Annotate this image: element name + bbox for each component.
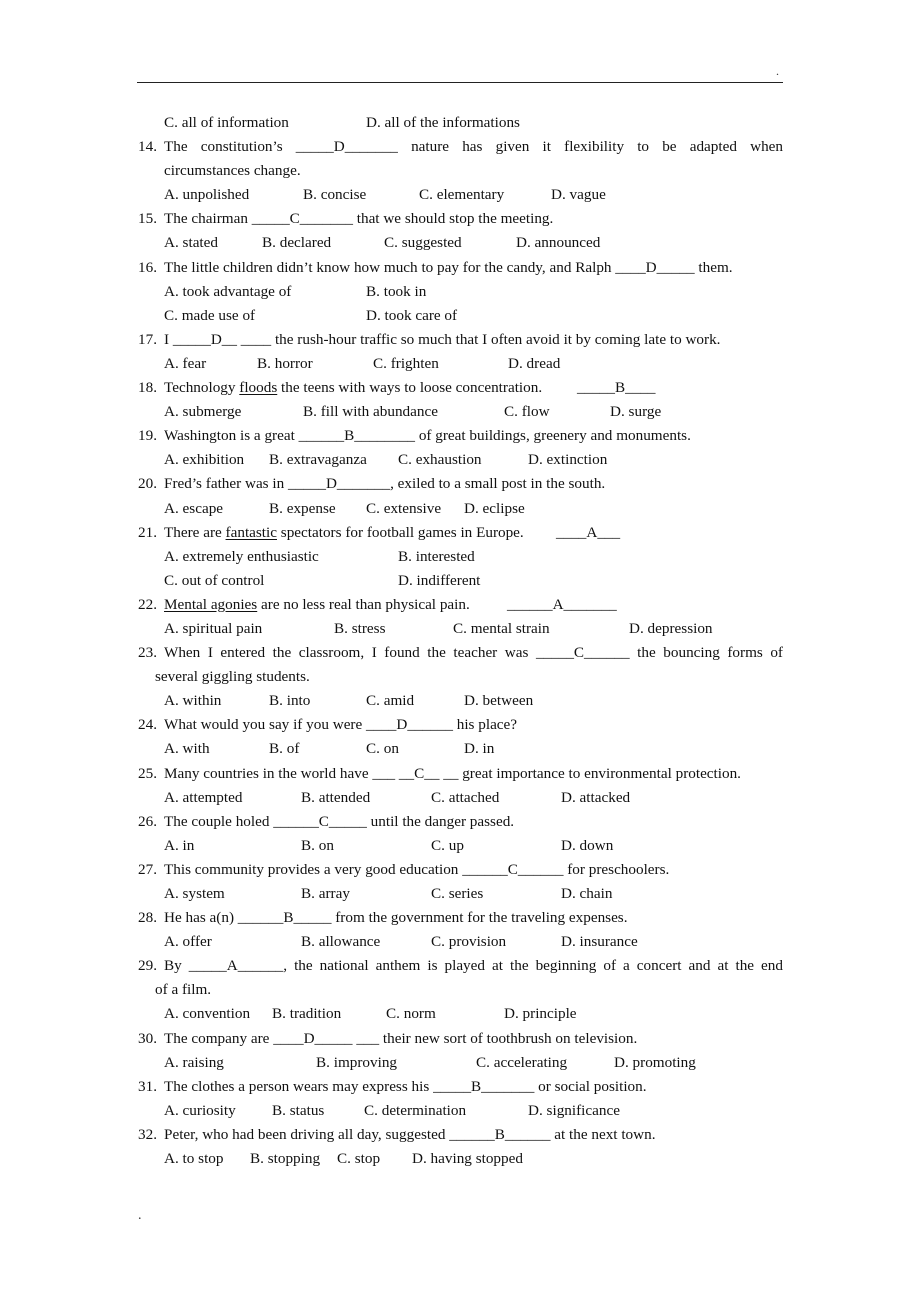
options-row <box>138 304 783 328</box>
option-a: A. exhibition <box>164 451 245 469</box>
option-b: B. stopping <box>250 1150 321 1168</box>
option-b: B. fill with abundance <box>303 403 438 421</box>
question-number: 17. <box>138 330 157 348</box>
options-row <box>138 1002 783 1026</box>
option-d: D. all of the informations <box>366 114 520 131</box>
option-c: C. up <box>431 836 464 854</box>
option-d: D. insurance <box>561 933 638 951</box>
question-stem-line2: several giggling students. <box>155 668 310 686</box>
option-c: C. made use of <box>164 306 256 324</box>
option-c: C. attached <box>431 788 500 806</box>
option-d: D. eclipse <box>464 499 525 517</box>
options-row <box>138 280 783 304</box>
question-stem: He has a(n) ______B_____ from the government for the traveling expenses. <box>164 909 628 927</box>
stem-after: the teens with ways to loose concentration. <box>277 379 543 397</box>
option-a: A. spiritual pain <box>164 619 263 637</box>
question-stem: This community provides a very good education ______C______ for preschoolers. <box>164 860 670 878</box>
question-30 <box>138 1027 783 1051</box>
question-number: 31. <box>138 1077 157 1095</box>
option-b: B. took in <box>366 282 427 300</box>
question-number: 18. <box>138 379 157 397</box>
answer-blank: ____A___ <box>556 523 621 541</box>
option-a: A. escape <box>164 499 224 517</box>
option-b: B. extravaganza <box>269 451 367 469</box>
option-c: C. accelerating <box>476 1053 568 1071</box>
question-number: 30. <box>138 1029 157 1047</box>
option-c: C. suggested <box>384 234 462 252</box>
option-b: B. concise <box>303 186 367 204</box>
question-17 <box>138 328 783 352</box>
option-d: D. promoting <box>614 1053 696 1071</box>
underlined-term: fantastic <box>225 523 277 541</box>
option-a: A. stated <box>164 234 218 252</box>
question-18 <box>138 376 783 400</box>
question-stem: The constitution’s _____D_______ nature has given it flexibility to be adapted when <box>164 138 783 156</box>
option-b: B. interested <box>398 547 475 565</box>
question-number: 15. <box>138 210 157 228</box>
options-row <box>138 497 783 521</box>
question-number: 20. <box>138 475 157 493</box>
option-a: A. took advantage of <box>164 282 292 300</box>
question-number: 16. <box>138 258 157 276</box>
option-b: B. improving <box>316 1053 398 1071</box>
option-c: C. mental strain <box>453 619 550 637</box>
question-stem: The chairman _____C_______ that we should stop the meeting. <box>164 210 554 228</box>
question-16 <box>138 256 783 280</box>
question-stem-line2: circumstances change. <box>164 162 301 180</box>
question-24 <box>138 713 783 737</box>
options-row <box>138 930 783 954</box>
option-d: D. in <box>464 740 495 758</box>
question-stem-continued <box>138 665 783 689</box>
option-a: A. extremely enthusiastic <box>164 547 319 565</box>
question-stem: What would you say if you were ____D______ his place? <box>164 716 518 734</box>
option-d: D. chain <box>561 885 613 902</box>
option-c: C. norm <box>386 1005 436 1023</box>
option-c: C. on <box>366 740 399 758</box>
option-c: C. series <box>431 885 484 902</box>
option-a: A. system <box>164 885 225 902</box>
option-c: C. stop <box>337 1150 381 1168</box>
question-number: 29. <box>138 957 157 975</box>
question-stem: The clothes a person wears may express his _____B_______ or social position. <box>164 1077 647 1095</box>
stem-before: There are <box>164 523 226 541</box>
option-d: D. depression <box>629 619 713 637</box>
option-b: B. horror <box>257 354 313 372</box>
question-25 <box>138 762 783 786</box>
option-c: C. amid <box>366 692 415 710</box>
option-d: D. having stopped <box>412 1150 523 1168</box>
option-b: B. into <box>269 692 311 710</box>
option-a: A. raising <box>164 1053 224 1071</box>
options-row <box>138 1099 783 1123</box>
option-d: D. significance <box>528 1101 620 1119</box>
option-d: D. vague <box>551 186 606 204</box>
answer-blank: ______A_______ <box>507 595 617 613</box>
option-d: D. principle <box>504 1005 577 1023</box>
option-b: B. attended <box>301 788 371 806</box>
question-stem <box>164 521 524 545</box>
option-b: B. declared <box>262 234 332 252</box>
option-d: D. announced <box>516 234 601 252</box>
option-c: C. elementary <box>419 186 505 204</box>
option-a: A. attempted <box>164 788 243 806</box>
options-row <box>138 231 783 255</box>
header-mark: . <box>776 64 779 78</box>
options-row <box>138 183 783 207</box>
options-row <box>138 1051 783 1075</box>
option-d: D. extinction <box>528 451 608 469</box>
option-a: A. submerge <box>164 403 242 421</box>
underlined-term: floods <box>239 379 278 397</box>
option-a: A. in <box>164 836 195 854</box>
question-stem: Many countries in the world have ___ __C__ __ great importance to environmental protection. <box>164 764 741 782</box>
option-a: A. fear <box>164 354 207 372</box>
question-stem: I _____D__ ____ the rush-hour traffic so much that I often avoid it by coming late to work. <box>164 330 721 348</box>
header-rule <box>137 82 783 83</box>
question-number: 26. <box>138 812 157 830</box>
option-d: D. between <box>464 692 534 710</box>
question-number: 25. <box>138 764 157 782</box>
option-a: A. offer <box>164 933 212 951</box>
options-row <box>138 545 783 569</box>
options-row <box>138 352 783 376</box>
question-stem: Peter, who had been driving all day, suggested ______B______ at the next town. <box>164 1125 656 1143</box>
question-stem <box>164 593 470 617</box>
option-d: D. attacked <box>561 788 631 806</box>
option-a: A. unpolished <box>164 186 250 204</box>
options-row <box>138 400 783 424</box>
options-row <box>138 448 783 472</box>
question-stem-continued <box>138 978 783 1002</box>
option-d: D. dread <box>508 354 561 372</box>
question-32 <box>138 1123 783 1147</box>
question-19 <box>138 424 783 448</box>
options-row <box>138 786 783 810</box>
stem-after: spectators for football games in Europe. <box>277 523 524 541</box>
option-d: D. took care of <box>366 306 458 324</box>
option-c: C. extensive <box>366 499 442 517</box>
option-c: C. flow <box>504 403 550 421</box>
question-list <box>138 111 783 1171</box>
question-22 <box>138 593 783 617</box>
option-a: A. to stop <box>164 1150 224 1168</box>
option-b: B. tradition <box>272 1005 342 1023</box>
option-b: B. of <box>269 740 300 758</box>
options-row <box>138 617 783 641</box>
question-stem: The little children didn’t know how much to pay for the candy, and Ralph ____D_____ them. <box>164 258 733 276</box>
question-number: 21. <box>138 523 157 541</box>
option-d: D. surge <box>610 403 662 421</box>
question-21 <box>138 521 783 545</box>
option-a: A. convention <box>164 1005 251 1023</box>
option-d: D. down <box>561 836 614 854</box>
question-26 <box>138 810 783 834</box>
footer-mark: . <box>138 1208 142 1223</box>
question-stem: By _____A______, the national anthem is played at the beginning of a concert and at the end <box>164 957 783 975</box>
question-number: 24. <box>138 716 157 734</box>
question-23 <box>138 641 783 665</box>
option-c: C. frighten <box>373 354 439 372</box>
options-row <box>138 882 783 906</box>
question-number: 32. <box>138 1125 157 1143</box>
question-number: 23. <box>138 644 157 662</box>
options-row <box>138 834 783 858</box>
option-b: B. status <box>272 1101 325 1119</box>
options-row <box>138 689 783 713</box>
stem-after: are no less real than physical pain. <box>257 595 470 613</box>
question-31 <box>138 1075 783 1099</box>
option-a: A. curiosity <box>164 1101 236 1119</box>
question-20 <box>138 472 783 496</box>
question-stem-line2: of a film. <box>155 981 212 999</box>
question-number: 14. <box>138 138 157 156</box>
question-stem: The couple holed ______C_____ until the danger passed. <box>164 812 515 830</box>
question-stem <box>164 376 542 400</box>
answer-blank: _____B____ <box>577 379 656 397</box>
question-28 <box>138 906 783 930</box>
options-row <box>138 111 783 135</box>
question-stem: The company are ____D_____ ___ their new sort of toothbrush on television. <box>164 1029 638 1047</box>
question-14 <box>138 135 783 159</box>
question-stem: Fred’s father was in _____D_______, exiled to a small post in the south. <box>164 475 606 493</box>
option-b: B. array <box>301 885 350 902</box>
option-c: C. determination <box>364 1101 467 1119</box>
option-c: C. out of control <box>164 571 265 589</box>
option-c: C. provision <box>431 933 507 951</box>
question-stem: When I entered the classroom, I found the teacher was _____C______ the bouncing forms of <box>164 644 783 662</box>
question-number: 28. <box>138 909 157 927</box>
question-stem-continued <box>138 159 783 183</box>
question-number: 22. <box>138 595 157 613</box>
option-b: B. allowance <box>301 933 381 951</box>
options-row <box>138 569 783 593</box>
options-row <box>138 737 783 761</box>
option-d: D. indifferent <box>398 571 481 589</box>
option-b: B. expense <box>269 499 336 517</box>
option-b: B. on <box>301 836 334 854</box>
stem-before: Technology <box>164 379 240 397</box>
question-stem: Washington is a great ______B________ of great buildings, greenery and monuments. <box>164 427 691 445</box>
option-b: B. stress <box>334 619 386 637</box>
question-number: 27. <box>138 860 157 878</box>
question-number: 19. <box>138 427 157 445</box>
option-a: A. with <box>164 740 210 758</box>
option-c: C. all of information <box>164 114 289 131</box>
option-c: C. exhaustion <box>398 451 482 469</box>
question-15 <box>138 207 783 231</box>
options-row <box>138 1147 783 1171</box>
underlined-term: Mental agonies <box>164 595 258 613</box>
question-27 <box>138 858 783 882</box>
question-29 <box>138 954 783 978</box>
option-a: A. within <box>164 692 222 710</box>
